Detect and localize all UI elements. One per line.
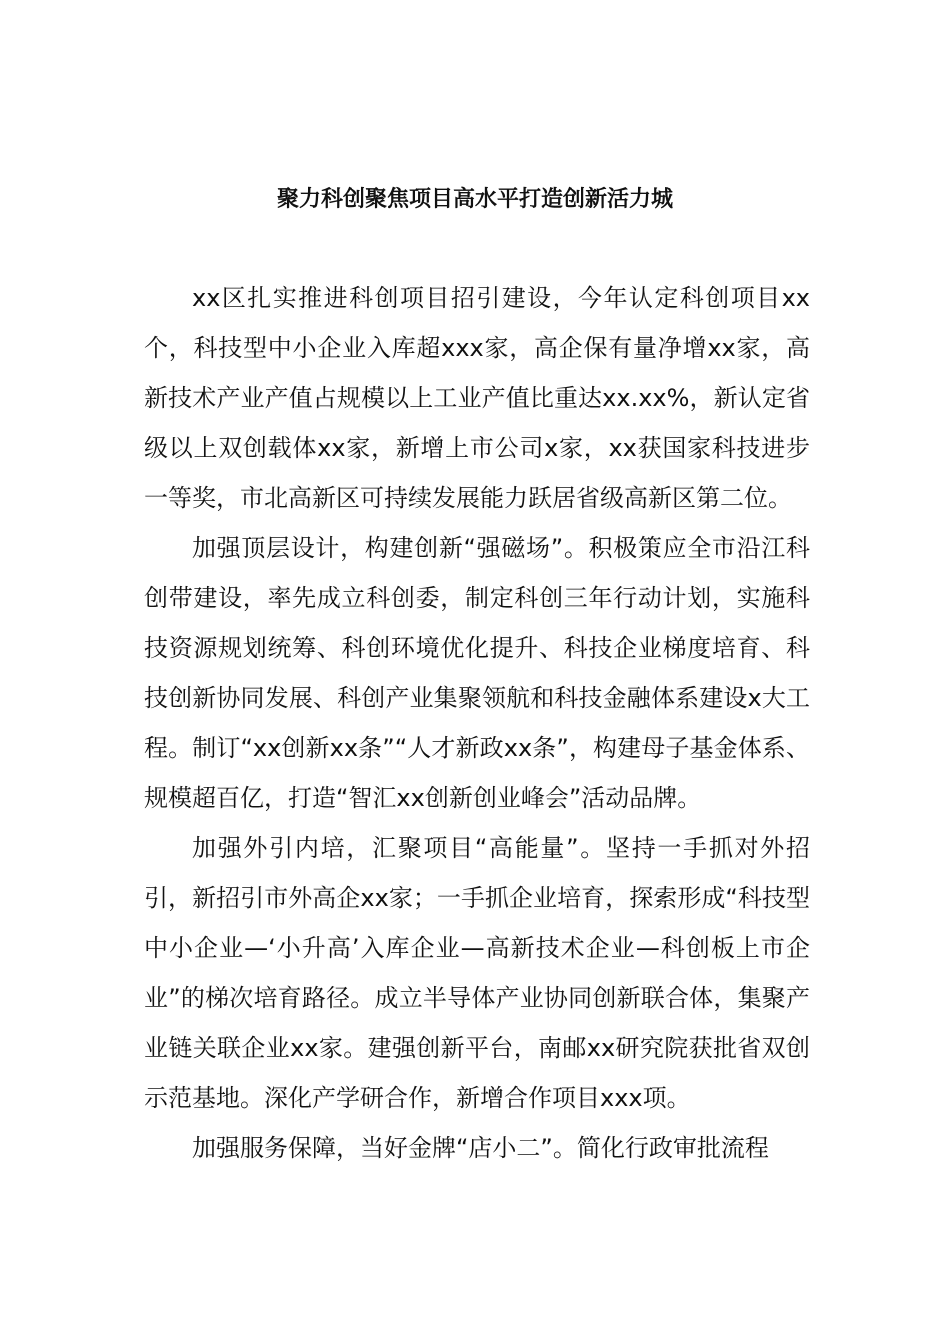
paragraph-service-guarantee: 加强服务保障，当好金牌“店小二”。简化行政审批流程 xyxy=(192,1134,769,1162)
document-body xyxy=(144,273,810,1173)
paragraph-intro: xx区扎实推进科创项目招引建设，今年认定科创项目xx个，科技型中小企业入库超xxx家，高企保有量净增xx家，高新技术产业产值占规模以上工业产值比重达xx.xx%，新认定省级以上双创载体xx家，新增上市公司x家，xx获国家科技进步一等奖，市北高新区可持续发展能力跃居省级高新区第二位。 xyxy=(144,284,810,512)
paragraph-top-level-design: 加强顶层设计，构建创新“强磁场”。积极策应全市沿江科创带建设，率先成立科创委，制定科创三年行动计划，实施科技资源规划统筹、科创环境优化提升、科技企业梯度培育、科技创新协同发展、科创产业集聚领航和科技金融体系建设x大工程。制订“xx创新xx条”“人才新政xx条”，构建母子基金体系、规模超百亿，打造“智汇xx创新创业峰会”活动品牌。 xyxy=(144,534,810,812)
paragraph-attract-projects: 加强外引内培，汇聚项目“高能量”。坚持一手抓对外招引，新招引市外高企xx家；一手抓企业培育，探索形成“科技型中小企业—‘小升高’入库企业—高新技术企业—科创板上市企业”的梯次培育路径。成立半导体产业协同创新联合体，集聚产业链关联企业xx家。建强创新平台，南邮xx研究院获批省双创示范基地。深化产学研合作，新增合作项目xxx项。 xyxy=(144,834,810,1112)
document-title: 聚力科创聚焦项目高水平打造创新活力城 xyxy=(276,187,673,212)
